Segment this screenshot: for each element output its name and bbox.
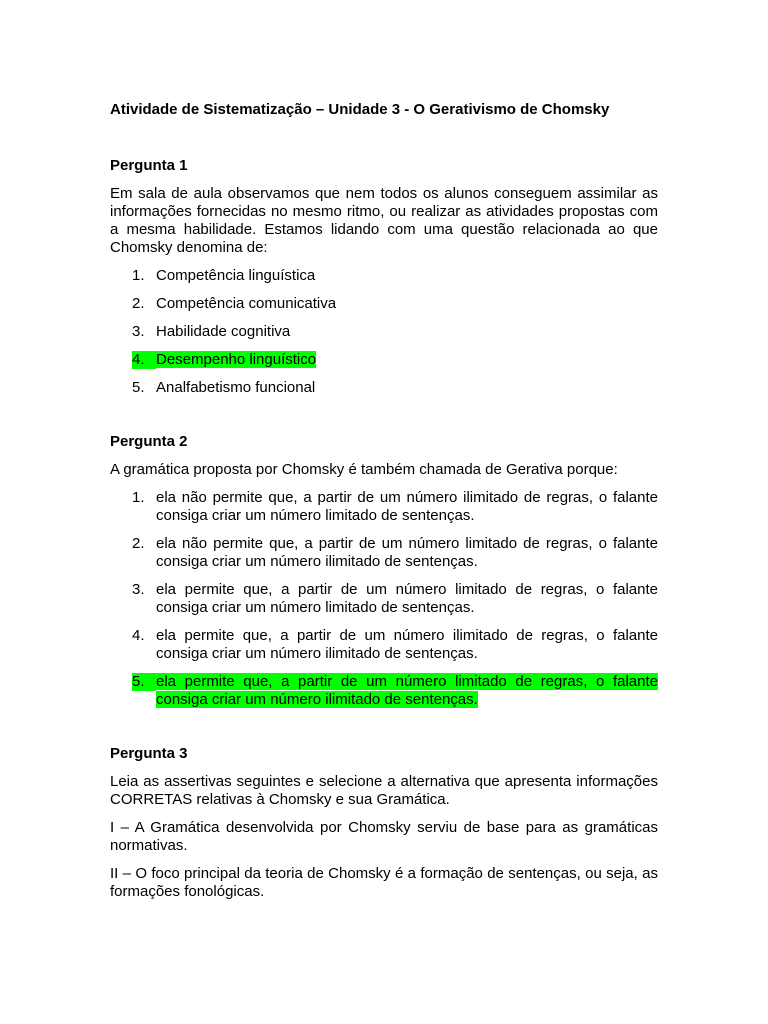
question-2: [110, 433, 658, 709]
option-item: [110, 379, 658, 397]
assertion-item: I – A Gramática desenvolvida por Chomsky serviu de base para as gramáticas normativas.: [110, 819, 658, 854]
option-number: 5.: [132, 673, 156, 691]
option-text: ela não permite que, a partir de um número limitado de regras, o falante consiga criar um número ilimitado de sentenças.: [156, 535, 658, 570]
option-item: [110, 581, 658, 617]
options-list: [110, 267, 658, 397]
option-text: Competência linguística: [156, 267, 316, 284]
option-text: Habilidade cognitiva: [156, 323, 291, 340]
options-list: [110, 489, 658, 709]
option-text: ela permite que, a partir de um número ilimitado de regras, o falante consiga criar um número ilimitado de sentenças.: [156, 627, 658, 662]
option-number: 3.: [132, 581, 145, 598]
option-item-highlighted: [110, 673, 658, 709]
option-text: Competência comunicativa: [156, 295, 337, 312]
question-prompt: Em sala de aula observamos que nem todos os alunos conseguem assimilar as informações fornecidas no mesmo ritmo, ou realizar as atividades propostas com a mesma habilidade. Estamos lidando com uma questão relacionada ao que Chomsky denomina de:: [110, 185, 658, 256]
option-text: ela permite que, a partir de um número limitado de regras, o falante consiga criar um número limitado de sentenças.: [156, 581, 658, 616]
option-item: [110, 627, 658, 663]
option-number: 4.: [132, 627, 145, 644]
option-number: 2.: [132, 535, 145, 552]
option-number: 4.: [132, 351, 156, 369]
option-text-highlighted: ela permite que, a partir de um número limitado de regras, o falante consiga criar um número ilimitado de sentenças.: [156, 673, 658, 708]
option-item: [110, 489, 658, 525]
option-item: [110, 323, 658, 341]
question-heading: Pergunta 1: [110, 157, 188, 174]
option-text: Analfabetismo funcional: [156, 379, 316, 396]
option-number: 5.: [132, 379, 145, 396]
assertion-item: II – O foco principal da teoria de Chomsky é a formação de sentenças, ou seja, as formações fonológicas.: [110, 865, 658, 900]
option-item: [110, 295, 658, 313]
option-text-highlighted: Desempenho linguístico: [156, 351, 317, 368]
option-number: 1.: [132, 267, 145, 284]
question-heading: Pergunta 2: [110, 433, 188, 450]
question-prompt: Leia as assertivas seguintes e selecione a alternativa que apresenta informações CORRETAS relativas à Chomsky e sua Gramática.: [110, 773, 658, 808]
document-page: [110, 101, 658, 911]
question-3: [110, 745, 658, 901]
option-item-highlighted: [110, 351, 658, 369]
question-heading: Pergunta 3: [110, 745, 188, 762]
option-number: 2.: [132, 295, 145, 312]
option-text: ela não permite que, a partir de um número ilimitado de regras, o falante consiga criar um número limitado de sentenças.: [156, 489, 658, 524]
option-number: 1.: [132, 489, 145, 506]
question-prompt: A gramática proposta por Chomsky é também chamada de Gerativa porque:: [110, 461, 618, 478]
option-number: 3.: [132, 323, 145, 340]
document-title: Atividade de Sistematização – Unidade 3 - O Gerativismo de Chomsky: [110, 101, 610, 118]
option-item: [110, 267, 658, 285]
question-1: [110, 157, 658, 397]
option-item: [110, 535, 658, 571]
